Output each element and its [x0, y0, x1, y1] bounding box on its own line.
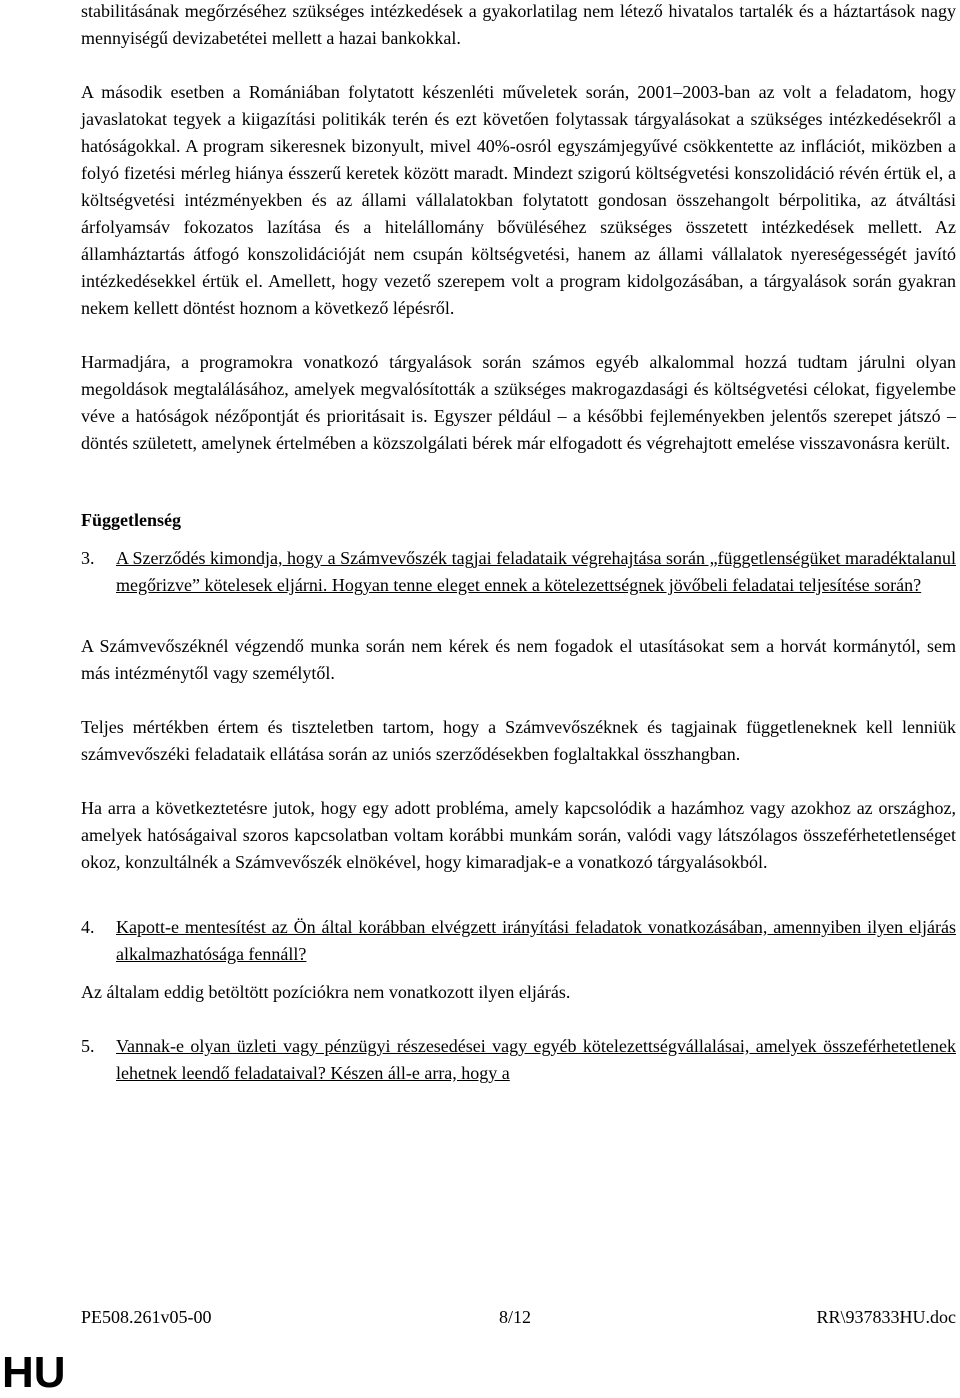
footer-file-ref: RR\937833HU.doc [816, 1307, 956, 1327]
paragraph-third: Harmadjára, a programokra vonatkozó tárgyalások során számos egyéb alkalommal hozzá tudtam járulni olyan megoldások megtalálásához, amelyek megvalósították a szükséges makrogazdasági és költségvetési célokat, figyelembe véve a hatóságok nézőpontját és prioritásait is. Egyszer például – a későbbi fejleményekben jelentős szerepet játszó – döntés született, amelynek értelmében a közszolgálati bérek már elfogadott és végrehajtott emelése visszavonásra került. [81, 352, 956, 453]
footer-doc-ref: PE508.261v05-00 [81, 1307, 212, 1327]
question-number: 4. [81, 917, 95, 937]
question-text: Vannak-e olyan üzleti vagy pénzügyi részesedései vagy egyéb kötelezettségvállalásai, amelyek összeférhetetlenek lehetnek leendő feladataival? Készen áll-e arra, hogy a [116, 1036, 956, 1083]
question-4 [81, 914, 956, 968]
page-footer [81, 1302, 956, 1332]
question-5 [81, 1033, 956, 1087]
answer-3-paragraph-3: Ha arra a következtetésre jutok, hogy egy adott probléma, amely kapcsolódik a hazámhoz vagy azokhoz az országhoz, amelyek hatóságaival szoros kapcsolatban voltam korábbi munkám során, valódi vagy látszólagos összeférhetetlenséget okoz, konzultálnék a Számvevőszék elnökével, hogy kimaradjak-e a vonatkozó tárgyalásokból. [81, 798, 956, 872]
question-number: 3. [81, 548, 95, 568]
section-heading: Függetlenség [81, 510, 181, 530]
language-code: HU [2, 1348, 66, 1397]
question-text: Kapott-e mentesítést az Ön által korábban elvégzett irányítási feladatok vonatkozásában, amennyiben ilyen eljárás alkalmazhatósága fennáll? [116, 917, 956, 964]
paragraph-romania: A második esetben a Romániában folytatott készenléti műveletek során, 2001–2003-ban az volt a feladatom, hogy javaslatokat tegyek a kiigazítási politikák terén és ezt követően folytassak tárgyalásokat a szükséges intézkedésekről a hatóságokkal. A program sikeresnek bizonyult, mivel 40%-osról egyszámjegyűvé csökkentette az inflációt, miközben a folyó fizetési mérleg hiánya ésszerű keretek között maradt. Mindezt szigorú költségvetési konszolidáció révén értük el, a költségvetési intézményekben és az állami vállalatokban folytatott gondosan összehangolt bérpolitika, az átváltási árfolyamsáv fokozatos lazítása és a hitelállomány bővüléséhez szükséges összetett intézkedések mellett. Az államháztartás átfogó konszolidációját nem csupán költségvetési, hanem az állami vállalatok nyereségességét javító intézkedésekkel értük el. Amellett, hogy vezető szerepem volt a program kidolgozásában, a tárgyalások során gyakran nekem kellett döntést hoznom a következő lépésről. [81, 82, 956, 318]
answer-3-paragraph-1: A Számvevőszéknél végzendő munka során nem kérek és nem fogadok el utasításokat sem a horvát kormánytól, sem más intézménytől vagy személytől. [81, 636, 956, 683]
answer-4: Az általam eddig betöltött pozíciókra nem vonatkozott ilyen eljárás. [81, 982, 571, 1002]
question-number: 5. [81, 1036, 95, 1056]
paragraph-continuation: stabilitásának megőrzéséhez szükséges intézkedések a gyakorlatilag nem létező hivatalos tartalék és a háztartások nagy mennyiségű devizabetétei mellett a hazai bankokkal. [81, 1, 956, 48]
question-3 [81, 545, 956, 599]
question-text: A Szerződés kimondja, hogy a Számvevőszék tagjai feladataik végrehajtása során „függetlenségüket maradéktalanul megőrizve” kötelesek eljárni. Hogyan tenne eleget ennek a kötelezettségnek jövőbeli feladatai teljesítése során? [116, 548, 956, 595]
answer-3-paragraph-2: Teljes mértékben értem és tiszteletben tartom, hogy a Számvevőszéknek és tagjainak függetleneknek kell lenniük számvevőszéki feladataik ellátása során az uniós szerződésekben foglaltakkal összhangban. [81, 717, 956, 764]
document-body [81, 0, 956, 1087]
footer-page-number: 8/12 [499, 1307, 532, 1327]
